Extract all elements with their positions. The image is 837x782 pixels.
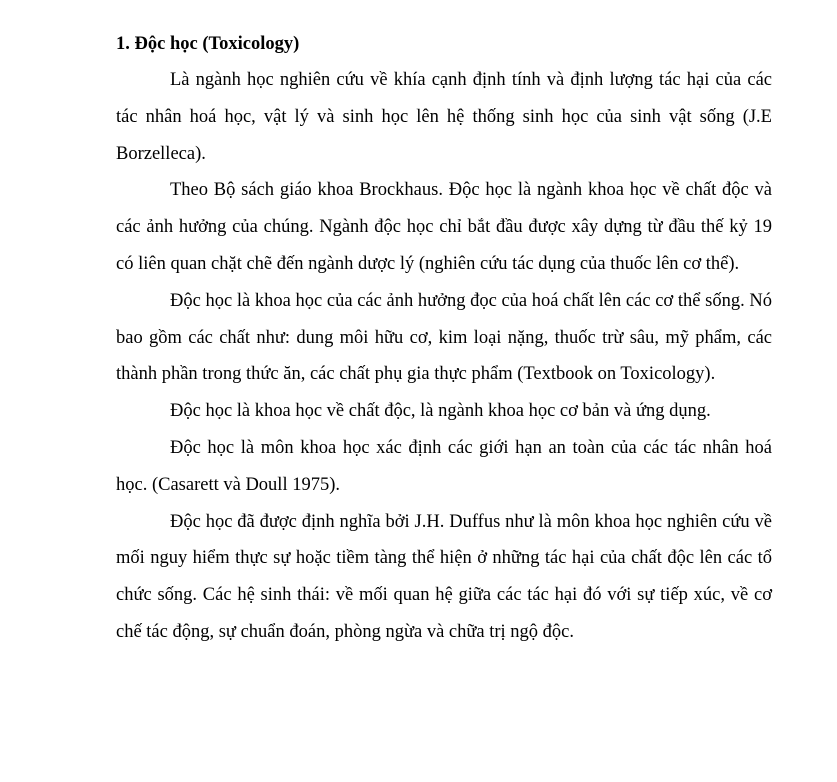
paragraph-casarett-doull: Độc học là môn khoa học xác định các giới hạn an toàn của các tác nhân hoá học. (Casarett và Doull 1975). bbox=[116, 437, 772, 495]
paragraph-duffus: Độc học đã được định nghĩa bởi J.H. Duffus như là môn khoa học nghiên cứu về mối nguy hiểm thực sự hoặc tiềm tàng thể hiện ở những tác hại của chất độc lên các tổ chức sống. Các hệ sinh thái: về mối quan hệ giữa các tác hại đó với sự tiếp xúc, về cơ chế tác động, sự chuẩn đoán, phòng ngừa và chữa trị ngộ độc. bbox=[116, 511, 772, 642]
paragraph-definition-borzelleca: Là ngành học nghiên cứu về khía cạnh định tính và định lượng tác hại của các tác nhân hoá học, vật lý và sinh học lên hệ thống sinh học của sinh vật sống (J.E Borzelleca). bbox=[116, 70, 772, 164]
document-page bbox=[116, 26, 772, 651]
section-heading: 1. Độc học (Toxicology) bbox=[116, 34, 300, 54]
paragraph-basic-applied-science: Độc học là khoa học về chất độc, là ngành khoa học cơ bản và ứng dụng. bbox=[170, 401, 711, 422]
paragraph-textbook-toxicology: Độc học là khoa học của các ảnh hưởng đọc của hoá chất lên các cơ thể sống. Nó bao gồm các chất như: dung môi hữu cơ, kim loại nặng, thuốc trừ sâu, mỹ phẩm, các thành phần trong thức ăn, các chất phụ gia thực phẩm (Textbook on Toxicology). bbox=[116, 290, 772, 385]
paragraph-brockhaus: Theo Bộ sách giáo khoa Brockhaus. Độc học là ngành khoa học về chất độc và các ảnh hưởng của chúng. Ngành độc học chỉ bắt đầu được xây dựng từ đầu thế kỷ 19 có liên quan chặt chẽ đến ngành dược lý (nghiên cứu tác dụng của thuốc lên cơ thể). bbox=[116, 180, 772, 274]
